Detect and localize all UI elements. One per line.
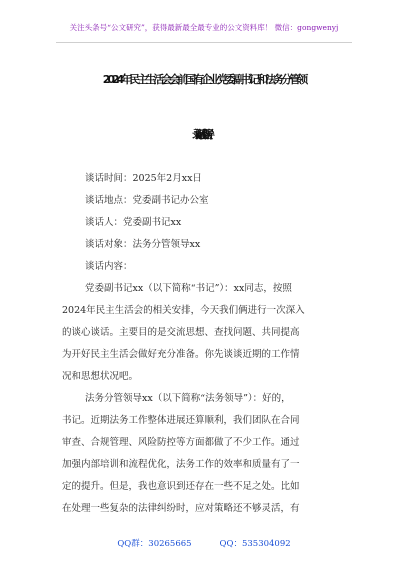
header-promo: 关注头条号“公文研究”，获得最新最全最专业的公文资料库！ 微信：gongwenyj — [69, 23, 339, 32]
header-divider — [56, 42, 352, 43]
paragraph-2-line: 法务分管领导xx（以下简称“法务领导”）：好的， — [85, 393, 291, 404]
footer-qq: QQ：535304092 — [219, 539, 291, 549]
meta-time: 谈话时间：2025年2月xx日 — [85, 173, 202, 184]
paragraph-1-line: 的谈心谈话。主要目的是交流思想、查找问题、共同提高 — [62, 327, 300, 338]
meta-interviewer: 谈话人：党委副书记xx — [85, 217, 182, 228]
document-title-line-2 — [0, 126, 408, 142]
meta-content-label: 谈话内容： — [85, 261, 133, 272]
paragraph-1-line: 况和思想状况吧。 — [62, 371, 139, 382]
paragraph-1-line: 党委副书记xx（以下简称“书记”）：xx同志，按照 — [85, 283, 292, 294]
meta-location: 谈话地点：党委副书记办公室 — [85, 195, 209, 206]
paragraph-1-line: 为开好民主生活会做好充分准备。你先谈谈近期的工作情 — [62, 349, 300, 360]
paragraph-2-line: 审查、合规管理、风险防控等方面都做了不少工作。通过 — [62, 437, 300, 448]
meta-interviewee: 谈话对象：法务分管领导xx — [85, 239, 201, 250]
document-title-line-1: 2024年民主生活会会前国有企业党委副书记和法务分管领 — [102, 73, 306, 86]
paragraph-2-line: 定的提升。但是，我也意识到还存在一些不足之处。比如 — [62, 481, 300, 492]
paragraph-1-line: 2024年民主生活会的相关安排，今天我们俩进行一次深入 — [62, 305, 305, 316]
paragraph-2-line: 在处理一些复杂的法律纠纷时，应对策略还不够灵活，有 — [62, 503, 300, 514]
paragraph-2-line: 书记。近期法务工作整体进展还算顺利，我们团队在合同 — [62, 415, 300, 426]
footer-contact — [0, 537, 408, 549]
paragraph-2-line: 加强内部培训和流程优化，法务工作的效率和质量有了一 — [62, 459, 300, 470]
footer-qq-group: QQ群：30265665 — [117, 539, 192, 549]
